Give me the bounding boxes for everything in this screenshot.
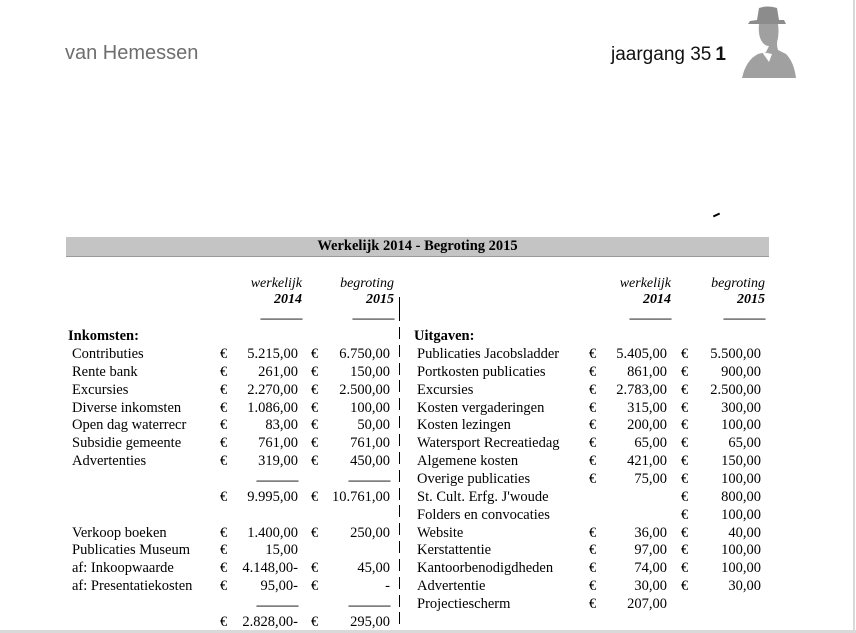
expense-row-value-2014: 315,00 <box>627 399 667 416</box>
other-row-value-2015: - <box>385 578 390 595</box>
income-row-value-2014: 83,00 <box>265 417 298 434</box>
left-header-2015: 2015 <box>366 292 394 307</box>
expense-heading: Uitgaven: <box>414 328 475 344</box>
column-divider <box>399 452 400 464</box>
income-row-currency-2015: € <box>311 381 319 398</box>
other-row-label: Verkoop boeken <box>72 524 167 541</box>
income-row-value-2014: 1.086,00 <box>247 399 298 416</box>
header-author: van Hemessen <box>65 42 199 64</box>
expense-row-currency-2014: € <box>589 595 597 612</box>
column-divider <box>399 523 400 535</box>
other-row-value-2014: 15,00 <box>265 542 298 559</box>
expense-row-value-2015: 65,00 <box>728 435 761 452</box>
income-row-label: Rente bank <box>72 363 138 380</box>
expense-row-currency-2014: € <box>589 417 597 434</box>
header-volume <box>611 44 726 66</box>
other-subtotal-value-2015: 295,00 <box>350 613 390 630</box>
expense-row-label: Kosten lezingen <box>417 417 511 434</box>
other-row-currency-2015: € <box>311 524 319 541</box>
volume-label: jaargang 35 <box>611 44 712 65</box>
other-row-currency-2014: € <box>220 560 228 577</box>
expense-row-currency-2014: € <box>589 542 597 559</box>
income-row-label: Contributies <box>72 346 144 362</box>
income-row-currency-2015: € <box>311 363 319 380</box>
expense-row-currency-2015: € <box>681 417 689 434</box>
income-row-currency-2014: € <box>220 346 228 362</box>
expense-row-label: Algemene kosten <box>417 453 519 470</box>
income-row-currency-2015: € <box>311 399 319 416</box>
expense-row-value-2015: 2.500,00 <box>710 381 761 398</box>
income-subtotal-dashes-2015: -------------- <box>348 472 390 487</box>
expense-row-value-2014: 200,00 <box>627 417 667 434</box>
expense-row-label: Kantoorbenodigdheden <box>417 560 554 577</box>
column-divider <box>399 505 400 517</box>
income-row-label: Advertenties <box>72 453 147 470</box>
column-divider <box>399 541 400 553</box>
expense-row-currency-2014: € <box>589 346 597 362</box>
expense-row-value-2015: 800,00 <box>721 488 761 505</box>
income-row-value-2014: 761,00 <box>258 435 298 452</box>
column-divider <box>399 363 400 375</box>
income-row-currency-2015: € <box>311 346 319 362</box>
expense-row-label: Advertentie <box>417 578 486 595</box>
income-row-value-2014: 261,00 <box>258 363 298 380</box>
expense-row-value-2014: 207,00 <box>627 595 667 612</box>
expense-row-value-2014: 5.405,00 <box>616 346 667 362</box>
expense-row-value-2014: 421,00 <box>627 453 667 470</box>
other-row-value-2014: 95,00- <box>260 578 298 595</box>
expense-row-value-2014: 74,00 <box>634 560 667 577</box>
income-row-currency-2014: € <box>220 363 228 380</box>
expense-row-value-2014: 97,00 <box>634 542 667 559</box>
other-subtotal-currency-2015: € <box>311 613 319 630</box>
column-divider <box>399 488 400 500</box>
right-header-dashes-2015: -------------- <box>723 311 765 325</box>
income-row-currency-2014: € <box>220 381 228 398</box>
column-divider <box>399 470 400 482</box>
column-divider <box>399 297 400 309</box>
income-row-currency-2014: € <box>220 435 228 452</box>
other-row-currency-2015: € <box>311 578 319 595</box>
expense-row-value-2015: 150,00 <box>721 453 761 470</box>
left-header-dashes-2015: -------------- <box>352 311 394 325</box>
right-header-2015: 2015 <box>737 292 765 307</box>
expense-row-label: Excursies <box>417 381 474 398</box>
expense-row-currency-2014: € <box>589 381 597 398</box>
income-row-currency-2015: € <box>311 417 319 434</box>
expense-row-value-2015: 900,00 <box>721 363 761 380</box>
decorative-mark <box>713 213 720 218</box>
other-row-value-2014: 1.400,00 <box>247 524 298 541</box>
other-subtotal-dashes-2014: -------------- <box>256 597 298 612</box>
column-divider <box>399 309 400 321</box>
income-row-value-2015: 2.500,00 <box>339 381 390 398</box>
income-subtotal-value-2015: 10.761,00 <box>332 488 390 505</box>
column-divider <box>399 416 400 428</box>
other-subtotal-value-2014: 2.828,00- <box>242 613 298 630</box>
page-number: 1 <box>715 44 726 65</box>
expense-row-currency-2015: € <box>681 470 689 487</box>
expense-row-currency-2014: € <box>589 578 597 595</box>
expense-row-label: Publicaties Jacobsladder <box>417 346 560 362</box>
silhouette-logo-icon <box>738 4 796 78</box>
left-header-2014: 2014 <box>274 292 302 307</box>
income-row-value-2015: 150,00 <box>350 363 390 380</box>
expense-row-currency-2015: € <box>681 435 689 452</box>
right-header-begroting: begroting <box>711 276 765 291</box>
expense-row-currency-2015: € <box>681 506 689 523</box>
income-row-currency-2015: € <box>311 453 319 470</box>
expense-row-currency-2014: € <box>589 453 597 470</box>
expense-row-currency-2014: € <box>589 470 597 487</box>
right-header-dashes-2014: -------------- <box>629 311 671 325</box>
table-title: Werkelijk 2014 - Begroting 2015 <box>66 237 769 257</box>
other-row-currency-2014: € <box>220 542 228 559</box>
expense-row-value-2015: 5.500,00 <box>710 346 761 362</box>
expense-row-label: Projectiescherm <box>417 595 511 612</box>
expense-row-label: Folders en convocaties <box>417 506 550 523</box>
expense-row-label: Overige publicaties <box>417 470 531 487</box>
expense-row-currency-2015: € <box>681 578 689 595</box>
column-divider <box>399 380 400 392</box>
expense-row-label: St. Cult. Erfg. J'woude <box>417 488 549 505</box>
other-row-currency-2015: € <box>311 560 319 577</box>
left-header-werkelijk: werkelijk <box>250 276 302 291</box>
income-row-value-2015: 100,00 <box>350 399 390 416</box>
column-divider <box>399 595 400 607</box>
expense-row-currency-2014: € <box>589 363 597 380</box>
income-row-currency-2015: € <box>311 435 319 452</box>
expense-row-currency-2015: € <box>681 453 689 470</box>
income-row-currency-2014: € <box>220 399 228 416</box>
income-row-currency-2014: € <box>220 417 228 434</box>
other-row-value-2014: 4.148,00- <box>242 560 298 577</box>
income-row-currency-2014: € <box>220 453 228 470</box>
expense-row-value-2015: 100,00 <box>721 560 761 577</box>
expense-row-currency-2014: € <box>589 560 597 577</box>
other-subtotal-currency-2014: € <box>220 613 228 630</box>
expense-row-value-2015: 30,00 <box>728 578 761 595</box>
expense-row-label: Website <box>417 524 464 541</box>
expense-row-value-2015: 100,00 <box>721 417 761 434</box>
income-row-label: Excursies <box>72 381 129 398</box>
expense-row-value-2015: 40,00 <box>728 524 761 541</box>
expense-row-value-2014: 36,00 <box>634 524 667 541</box>
right-header-werkelijk: werkelijk <box>619 276 671 291</box>
expense-row-value-2014: 30,00 <box>634 578 667 595</box>
expense-row-label: Watersport Recreatiedag <box>417 435 560 452</box>
expense-row-currency-2015: € <box>681 542 689 559</box>
income-heading: Inkomsten: <box>68 328 139 344</box>
page-border-right <box>853 0 855 633</box>
income-subtotal-dashes-2014: -------------- <box>256 472 298 487</box>
expense-row-value-2015: 300,00 <box>721 399 761 416</box>
income-subtotal-currency-2014: € <box>220 488 228 505</box>
expense-row-label: Kosten vergaderingen <box>417 399 545 416</box>
column-divider <box>399 327 400 339</box>
expense-row-currency-2015: € <box>681 524 689 541</box>
left-header-dashes-2014: -------------- <box>260 311 302 325</box>
right-header-2014: 2014 <box>643 292 671 307</box>
income-row-value-2014: 5.215,00 <box>247 346 298 362</box>
expense-row-label: Portkosten publicaties <box>417 363 546 380</box>
income-row-value-2015: 761,00 <box>350 435 390 452</box>
other-row-label: Publicaties Museum <box>72 542 191 559</box>
column-divider <box>399 612 400 624</box>
expense-row-currency-2014: € <box>589 435 597 452</box>
income-row-value-2015: 450,00 <box>350 453 390 470</box>
expense-row-currency-2015: € <box>681 560 689 577</box>
expense-row-currency-2014: € <box>589 399 597 416</box>
column-divider <box>399 434 400 446</box>
income-row-value-2014: 2.270,00 <box>247 381 298 398</box>
left-header-begroting: begroting <box>340 276 394 291</box>
expense-row-value-2014: 861,00 <box>627 363 667 380</box>
other-row-label: af: Presentatiekosten <box>72 578 193 595</box>
income-row-label: Diverse inkomsten <box>72 399 182 416</box>
expense-row-value-2015: 100,00 <box>721 506 761 523</box>
expense-row-label: Kerstattentie <box>417 542 492 559</box>
column-divider <box>399 345 400 357</box>
expense-row-currency-2014: € <box>589 524 597 541</box>
income-row-value-2014: 319,00 <box>258 453 298 470</box>
other-row-value-2015: 45,00 <box>357 560 390 577</box>
income-row-value-2015: 50,00 <box>357 417 390 434</box>
expense-row-currency-2015: € <box>681 381 689 398</box>
expense-row-value-2014: 65,00 <box>634 435 667 452</box>
column-divider <box>399 559 400 571</box>
other-subtotal-dashes-2015: -------------- <box>348 597 390 612</box>
expense-row-currency-2015: € <box>681 399 689 416</box>
expense-row-value-2015: 100,00 <box>721 470 761 487</box>
expense-row-value-2014: 2.783,00 <box>616 381 667 398</box>
income-row-label: Subsidie gemeente <box>72 435 182 452</box>
income-subtotal-currency-2015: € <box>311 488 319 505</box>
other-row-currency-2014: € <box>220 578 228 595</box>
other-row-label: af: Inkoopwaarde <box>72 560 174 577</box>
expense-row-currency-2015: € <box>681 346 689 362</box>
other-row-value-2015: 250,00 <box>350 524 390 541</box>
income-row-value-2015: 6.750,00 <box>339 346 390 362</box>
expense-row-value-2015: 100,00 <box>721 542 761 559</box>
income-subtotal-value-2014: 9.995,00 <box>247 488 298 505</box>
column-divider <box>399 398 400 410</box>
expense-row-currency-2015: € <box>681 488 689 505</box>
expense-row-currency-2015: € <box>681 363 689 380</box>
expense-row-value-2014: 75,00 <box>634 470 667 487</box>
column-divider <box>399 577 400 589</box>
income-row-label: Open dag waterrecr <box>72 417 187 434</box>
other-row-currency-2014: € <box>220 524 228 541</box>
